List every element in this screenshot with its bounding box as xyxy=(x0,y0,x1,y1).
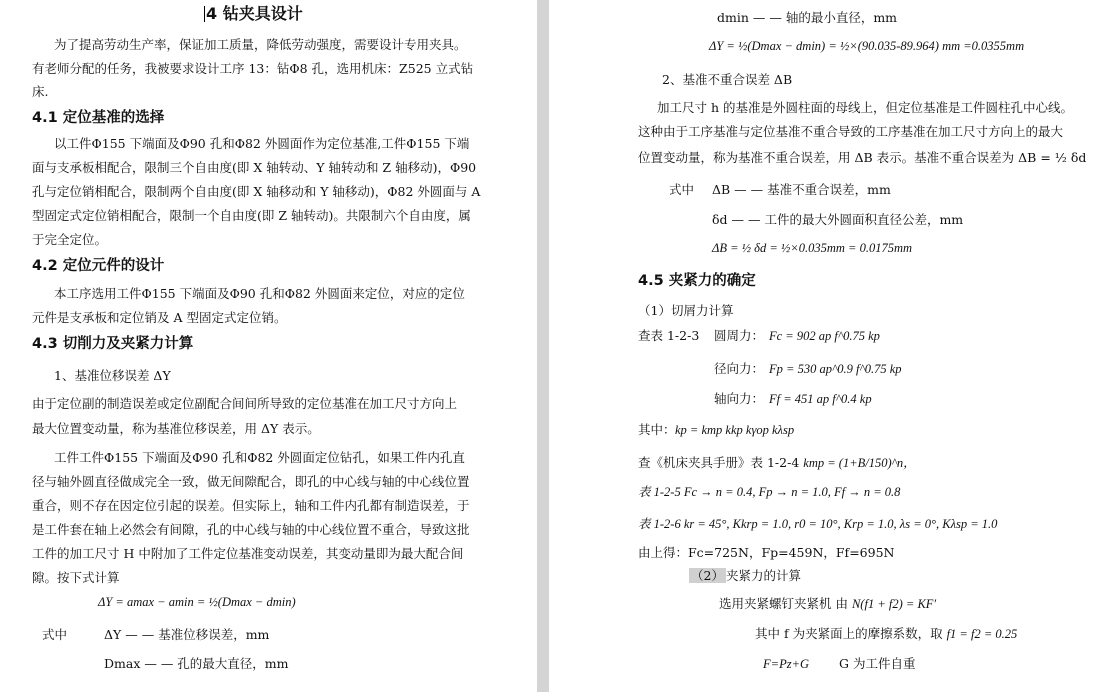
subheading: 2、基准不重合误差 ΔB xyxy=(662,72,793,87)
paragraph-line: 径与轴外圆直径做成完全一致，做无间隙配合，即孔的中心线与轴的中心线位置 xyxy=(32,474,470,489)
definition-line: ΔB — — 基准不重合误差，mm xyxy=(712,182,891,197)
force-label: 径向力： xyxy=(714,361,765,376)
result-line: 由上得：Fc=725N，Fp=459N，Ff=695N xyxy=(638,545,895,560)
paragraph-line: 这种由于工序基准与定位基准不重合导致的工序基准在加工尺寸方向上的最大 xyxy=(638,124,1064,139)
paragraph-line: 元件是支承板和定位销及 A 型固定式定位销。 xyxy=(32,310,287,325)
document-page-right xyxy=(549,0,1103,692)
paragraph-line: 重合，则不存在因定位引起的误差。但实际上，轴和工件内孔都有制造误差，于 xyxy=(32,498,470,513)
paragraph-line: 选用夹紧螺钉夹紧机 由 N(f1 + f2) = KF′ xyxy=(719,596,937,611)
manual-reference: 查《机床夹具手册》表 1-2-4 kmp = (1+B/150)^n， xyxy=(638,455,916,470)
paragraph-line: 最大位置变动量，称为基准位移误差，用 ΔY 表示。 xyxy=(32,421,320,436)
section-heading-4-5: 4.5 夹紧力的确定 xyxy=(638,273,756,289)
formula-kp: kp = kmp kkp kγop kλsp xyxy=(675,423,795,437)
paragraph-line: 加工尺寸 h 的基准是外圆柱面的母线上，但定位基准是工件圆柱孔中心线。 xyxy=(657,100,1073,115)
table-1-2-6-line: 表 1-2-6 kr = 45°, Kkrp = 1.0, r0 = 10°, Krp = 1.0, λs = 0°, Kλsp = 1.0 xyxy=(638,517,998,531)
paragraph-line: 床. xyxy=(32,84,49,99)
paragraph-line: 型固定式定位销相配合，限制一个自由度(即 Z 轴转动)。共限制六个自由度，属 xyxy=(32,208,471,223)
where-label: 式中 xyxy=(669,182,695,197)
definition-line: dmin — — 轴的最小直径，mm xyxy=(717,10,898,25)
paragraph-line: 隙。按下式计算 xyxy=(32,570,120,585)
formula-delta-b: ΔB = ½ δd = ½×0.035mm = 0.0175mm xyxy=(712,241,913,255)
section-heading-4-3: 4.3 切削力及夹紧力计算 xyxy=(32,336,194,352)
definition-line: δd — — 工件的最大外圆面积直径公差，mm xyxy=(712,212,964,227)
force-label: 圆周力： xyxy=(714,328,765,343)
table-1-2-5-line: 表 1-2-5 Fc → n = 0.4, Fp → n = 1.0, Ff → n = 0.8 xyxy=(638,485,901,499)
subheading: （2） 夹紧力的计算 xyxy=(691,568,801,583)
paragraph-line: 工件的加工尺寸 H 中附加了工件定位基准变动误差，其变动量即为最大配合间 xyxy=(32,546,464,561)
page-gutter xyxy=(537,0,549,692)
paragraph-line: 其中 f 为夹紧面上的摩擦系数，取 f1 = f2 = 0.25 xyxy=(755,626,1018,641)
definition-line: Dmax — — 孔的最大直径，mm xyxy=(104,656,289,671)
where-label: 其中： xyxy=(638,422,676,437)
formula-delta-y: ΔY = amax − amin = ½(Dmax − dmin) xyxy=(98,595,296,609)
paragraph-line: F=Pz+G G 为工件自重 xyxy=(763,656,916,671)
subheading: （1）切屑力计算 xyxy=(638,303,734,318)
paragraph-line: 面与支承板相配合，限制三个自由度(即 X 轴转动、Y 轴转动和 Z 轴移动)，Φ90 xyxy=(32,160,477,175)
chapter-title: 4 钻夹具设计 xyxy=(206,4,303,23)
subheading: 1、基准位移误差 ΔY xyxy=(54,368,171,383)
paragraph-line: 孔与定位销相配合，限制两个自由度(即 X 轴移动和 Y 轴移动)，Φ82 外圆面与 A xyxy=(32,184,481,199)
table-reference: 查表 1-2-3 xyxy=(638,328,700,343)
paragraph-line: 为了提高劳动生产率，保证加工质量，降低劳动强度，需要设计专用夹具。 xyxy=(54,37,467,52)
formula-force-axial: Ff = 451 ap f^0.4 kp xyxy=(769,392,872,406)
paragraph-line: 由于定位副的制造误差或定位副配合间间所导致的定位基准在加工尺寸方向上 xyxy=(32,396,458,411)
paragraph-line: 本工序选用工件Φ155 下端面及Φ90 孔和Φ82 外圆面来定位，对应的定位 xyxy=(54,286,465,301)
formula-force-radial: Fp = 530 ap^0.9 f^0.75 kp xyxy=(769,362,902,376)
formula-delta-y-value: ΔY = ½(Dmax − dmin) = ½×(90.035-89.964) mm =0.0355mm xyxy=(709,39,1025,53)
paragraph-line: 有老师分配的任务，我被要求设计工序 13：钻Φ8 孔，选用机床：Z525 立式钻 xyxy=(32,61,474,76)
paragraph-line: 工件工件Φ155 下端面及Φ90 孔和Φ82 外圆面定位钻孔，如果工件内孔直 xyxy=(54,450,465,465)
formula-force-circumferential: Fc = 902 ap f^0.75 kp xyxy=(769,329,880,343)
section-heading-4-1: 4.1 定位基准的选择 xyxy=(32,110,165,126)
paragraph-line: 于完全定位。 xyxy=(32,232,108,247)
document-page-left xyxy=(0,0,537,692)
definition-line: ΔY — — 基准位移误差，mm xyxy=(104,627,270,642)
section-heading-4-2: 4.2 定位元件的设计 xyxy=(32,258,165,274)
where-label: 式中 xyxy=(42,627,68,642)
paragraph-line: 是工件套在轴上必然会有间隙，孔的中心线与轴的中心线位置不重合，导致这批 xyxy=(32,522,470,537)
paragraph-line: 位置变动量，称为基准不重合误差，用 ΔB 表示。基准不重合误差为 ΔB = ½ δd xyxy=(638,150,1087,165)
text-cursor xyxy=(204,6,205,22)
force-label: 轴向力： xyxy=(714,391,765,406)
paragraph-line: 以工件Φ155 下端面及Φ90 孔和Φ82 外圆面作为定位基准,工件Φ155 下端 xyxy=(54,136,470,151)
